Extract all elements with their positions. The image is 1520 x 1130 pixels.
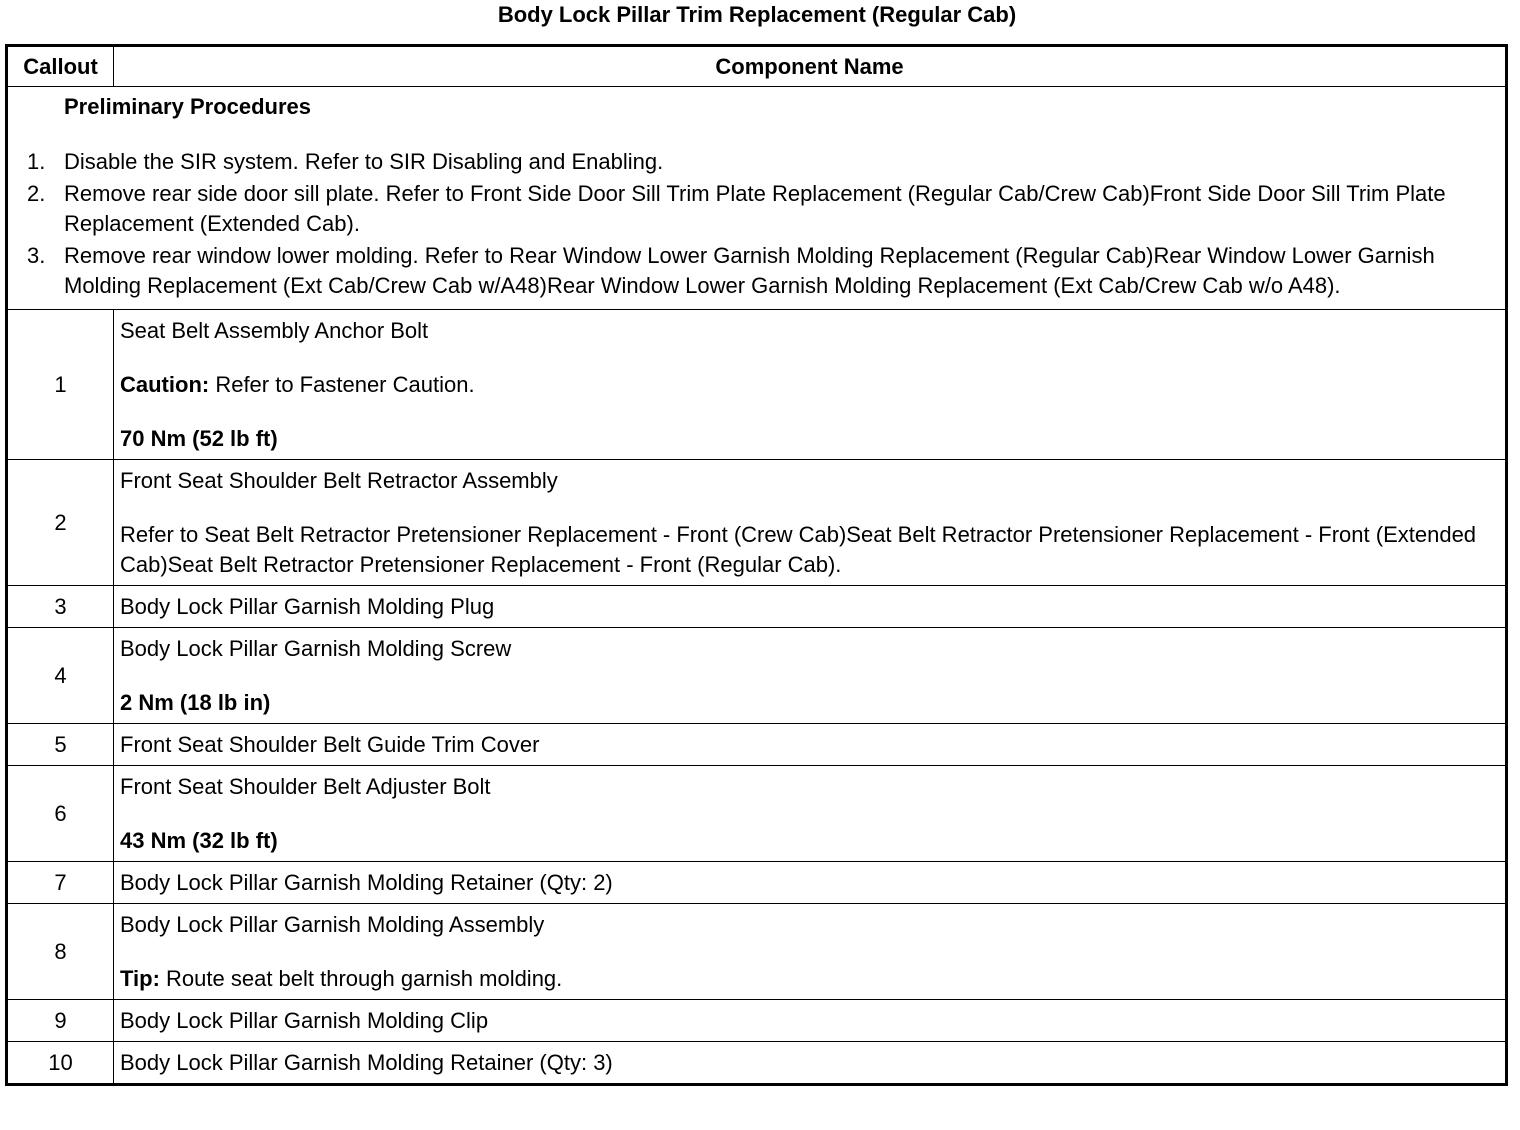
table-row	[7, 1000, 1507, 1042]
torque-spec: 70 Nm (52 lb ft)	[120, 426, 278, 451]
tip-label: Tip:	[120, 966, 160, 991]
component-cell	[114, 1000, 1507, 1042]
component-cell	[114, 724, 1507, 766]
step-number: 1.	[27, 149, 46, 174]
component-name: Front Seat Shoulder Belt Retractor Assembly	[120, 468, 558, 493]
callout-cell: 3	[7, 586, 114, 628]
callout-cell: 2	[7, 460, 114, 586]
component-cell	[114, 766, 1507, 862]
reference-note: Refer to Seat Belt Retractor Pretensioner Replacement - Front (Crew Cab)Seat Belt Retractor Pretensioner Replacement - Front (Extended Cab)Seat Belt Retractor Pretensioner Replacement - Front (Regular Cab).	[120, 522, 1477, 577]
torque-spec: 43 Nm (32 lb ft)	[120, 828, 278, 853]
callout-cell: 6	[7, 766, 114, 862]
component-name: Front Seat Shoulder Belt Guide Trim Cover	[120, 732, 540, 757]
callout-cell: 5	[7, 724, 114, 766]
caution-note	[120, 370, 1499, 400]
caution-label: Caution:	[120, 372, 210, 397]
component-cell	[114, 904, 1507, 1000]
caution-text: Refer to Fastener Caution.	[209, 372, 475, 397]
callout-cell: 9	[7, 1000, 114, 1042]
callout-cell: 7	[7, 862, 114, 904]
component-name: Body Lock Pillar Garnish Molding Retainer (Qty: 2)	[120, 870, 613, 895]
component-cell	[114, 586, 1507, 628]
component-name: Body Lock Pillar Garnish Molding Retainer (Qty: 3)	[120, 1050, 613, 1075]
preliminary-step	[27, 241, 1485, 301]
table-row	[7, 628, 1507, 724]
callout-cell: 4	[7, 628, 114, 724]
tip-text: Route seat belt through garnish molding.	[159, 966, 563, 991]
component-name: Seat Belt Assembly Anchor Bolt	[120, 318, 429, 343]
preliminary-row	[7, 87, 1507, 310]
callout-cell: 8	[7, 904, 114, 1000]
tip-note	[120, 964, 1499, 994]
component-cell	[114, 310, 1507, 460]
table-row	[7, 862, 1507, 904]
callout-cell: 10	[7, 1042, 114, 1085]
table-row	[7, 724, 1507, 766]
component-cell	[114, 1042, 1507, 1085]
step-number: 2.	[27, 181, 46, 206]
preliminary-steps	[27, 147, 1485, 301]
procedure-table	[5, 44, 1508, 1086]
component-cell	[114, 460, 1507, 586]
component-name: Body Lock Pillar Garnish Molding Screw	[120, 636, 512, 661]
preliminary-cell	[7, 87, 1507, 310]
table-row	[7, 586, 1507, 628]
component-cell	[114, 628, 1507, 724]
preliminary-step	[27, 179, 1485, 239]
table-row	[7, 460, 1507, 586]
component-name: Body Lock Pillar Garnish Molding Clip	[120, 1008, 489, 1033]
torque-spec: 2 Nm (18 lb in)	[120, 690, 271, 715]
preliminary-heading: Preliminary Procedures	[64, 94, 312, 119]
step-text: Remove rear side door sill plate. Refer to Front Side Door Sill Trim Plate Replacement (Regular Cab/Crew Cab)Front Side Door Sill Trim Plate Replacement (Extended Cab).	[64, 181, 1446, 236]
component-cell	[114, 862, 1507, 904]
component-name: Body Lock Pillar Garnish Molding Assembly	[120, 912, 545, 937]
component-name: Front Seat Shoulder Belt Adjuster Bolt	[120, 774, 491, 799]
table-row	[7, 1042, 1507, 1085]
callout-cell: 1	[7, 310, 114, 460]
page-title: Body Lock Pillar Trim Replacement (Regular Cab)	[497, 2, 1017, 27]
step-number: 3.	[27, 243, 46, 268]
step-text: Disable the SIR system. Refer to SIR Disabling and Enabling.	[64, 149, 664, 174]
component-name-header: Component Name	[114, 46, 1507, 87]
callout-header: Callout	[7, 46, 114, 87]
component-name: Body Lock Pillar Garnish Molding Plug	[120, 594, 495, 619]
header-row	[7, 46, 1507, 87]
table-row	[7, 904, 1507, 1000]
step-text: Remove rear window lower molding. Refer to Rear Window Lower Garnish Molding Replacement (Regular Cab)Rear Window Lower Garnish Molding Replacement (Ext Cab/Crew Cab w/A48)Rear Window Lower Garnish Molding Replacement (Ext Cab/Crew Cab w/o A48).	[64, 243, 1435, 298]
preliminary-step	[27, 147, 1485, 177]
table-row	[7, 310, 1507, 460]
table-row	[7, 766, 1507, 862]
